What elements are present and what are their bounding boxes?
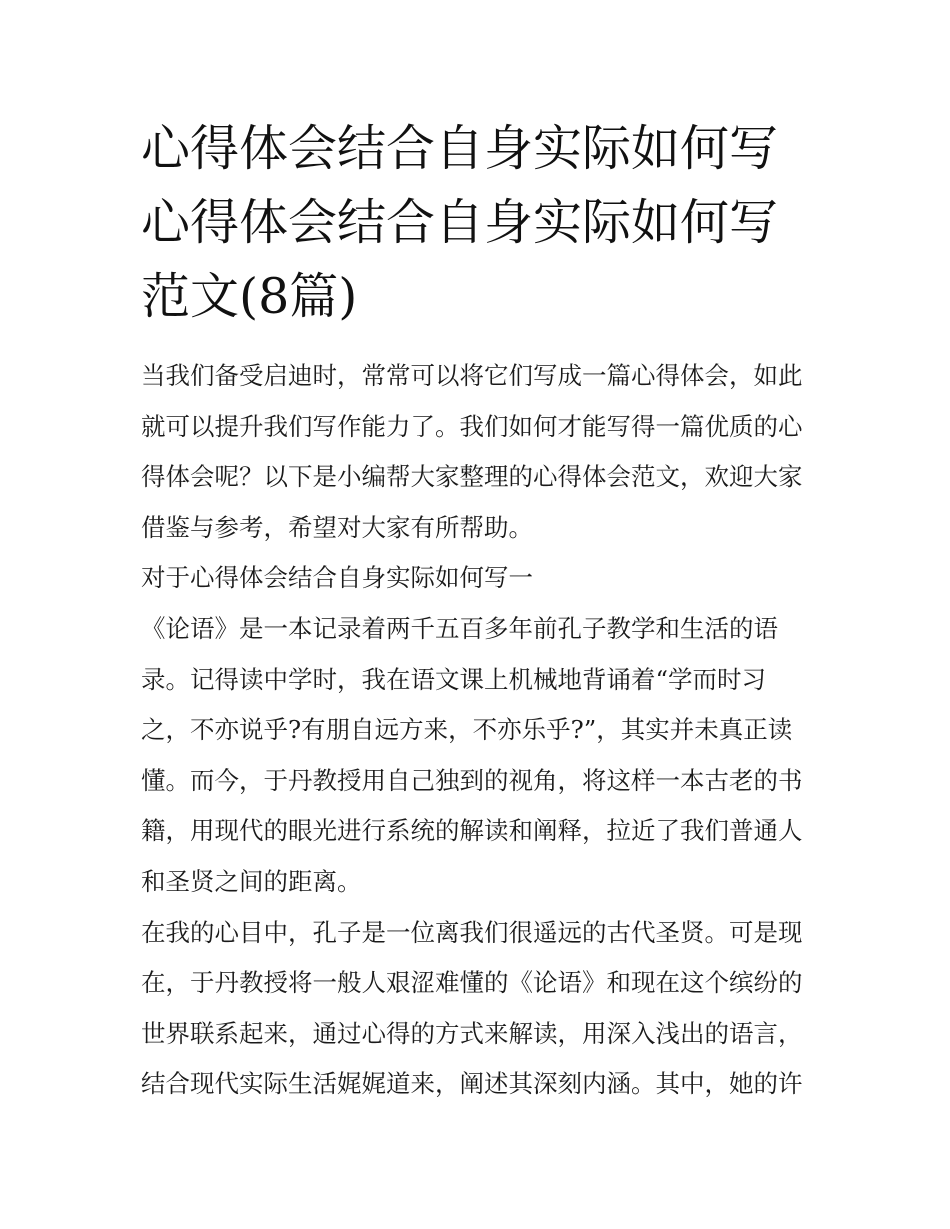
document-body xyxy=(141,112,821,1110)
text-line: 和圣贤之间的距离。 xyxy=(141,866,362,896)
text-line: 就可以提升我们写作能力了。我们如何才能写得一篇优质的心 xyxy=(141,411,803,441)
text-line: 录。记得读中学时，我在语文课上机械地背诵着“学而时习 xyxy=(141,664,767,694)
text-line: 结合现代实际生活娓娓道来，阐述其深刻内涵。其中，她的许 xyxy=(141,1069,803,1099)
body-paragraph xyxy=(141,908,821,1110)
title-line: 心得体会结合自身实际如何写 xyxy=(141,194,779,251)
document-title xyxy=(141,112,821,334)
text-line: 籍，用现代的眼光进行系统的解读和阐释，拉近了我们普通人 xyxy=(141,816,803,846)
text-line: 对于心得体会结合自身实际如何写一 xyxy=(141,563,533,593)
text-line: 得体会呢？以下是小编帮大家整理的心得体会范文，欢迎大家 xyxy=(141,462,803,492)
text-line: 当我们备受启迪时，常常可以将它们写成一篇心得体会，如此 xyxy=(141,361,803,390)
text-line: 之，不亦说乎?有朋自远方来，不亦乐乎?”，其实并未真正读 xyxy=(141,715,793,745)
text-line: 《论语》是一本记录着两千五百多年前孔子教学和生活的语 xyxy=(141,613,778,643)
body-paragraph xyxy=(141,604,821,908)
text-line: 懂。而今，于丹教授用自己独到的视角，将这样一本古老的书 xyxy=(141,765,803,795)
text-line: 在，于丹教授将一般人艰涩难懂的《论语》和现在这个缤纷的 xyxy=(141,968,803,998)
text-line: 在我的心目中，孔子是一位离我们很遥远的古代圣贤。可是现 xyxy=(141,917,803,947)
intro-paragraph xyxy=(141,351,821,553)
text-line: 世界联系起来，通过心得的方式来解读，用深入浅出的语言， xyxy=(141,1018,803,1048)
title-line: 心得体会结合自身实际如何写 xyxy=(141,120,779,177)
section-heading xyxy=(141,553,821,604)
text-line: 借鉴与参考，希望对大家有所帮助。 xyxy=(141,512,533,542)
title-line xyxy=(141,260,821,334)
title-line-text: 范文(8篇) xyxy=(141,268,358,325)
